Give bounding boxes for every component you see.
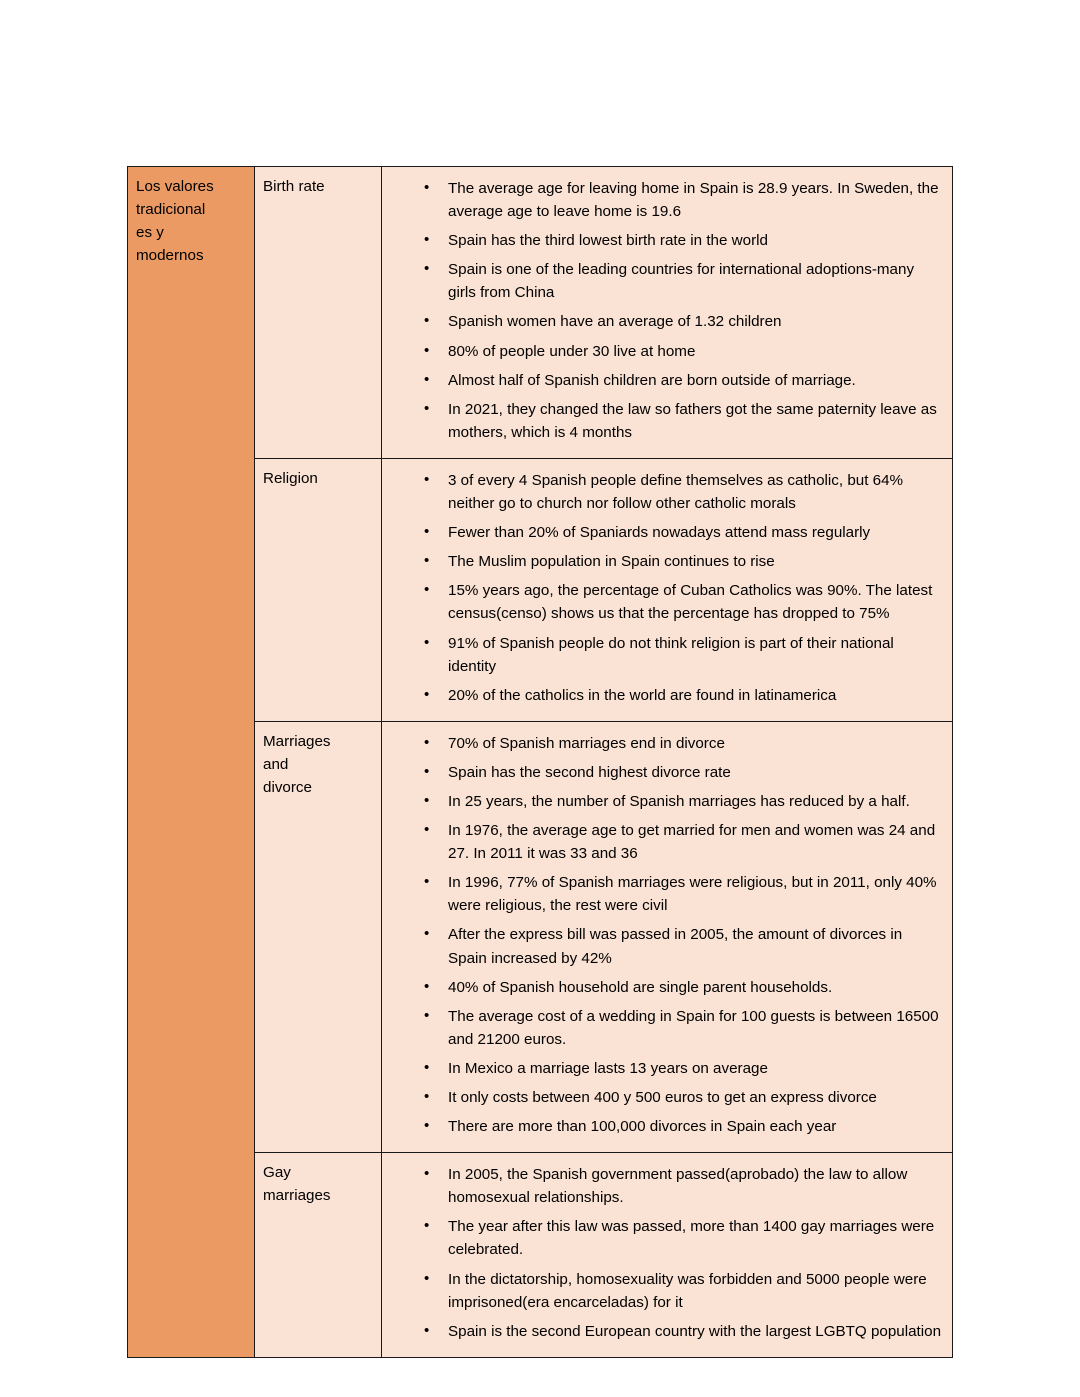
subtopic-line: and (263, 755, 289, 773)
points-cell (382, 458, 953, 721)
points-list (390, 1161, 944, 1345)
category-line: modernos (136, 247, 204, 265)
points-list (390, 467, 944, 709)
list-item: • 91% of Spanish people do not think religion is part of their national identity (448, 630, 944, 680)
list-item: • Spain has the second highest divorce rate (448, 759, 944, 786)
list-item: • 15% years ago, the percentage of Cuban Catholics was 90%. The latest census(censo) shows us that the percentage has dropped to 75% (448, 577, 944, 627)
list-item: • The average cost of a wedding in Spain for 100 guests is between 16500 and 21200 euros. (448, 1003, 944, 1053)
category-line: Los valores (136, 178, 214, 195)
category-line: tradicional (136, 201, 206, 219)
category-line: es y (136, 224, 164, 242)
subtopic-cell (255, 1153, 382, 1358)
list-item: • In 1976, the average age to get married for men and women was 24 and 27. In 2011 it was 33 and 36 (448, 817, 944, 867)
list-item: • 40% of Spanish household are single parent households. (448, 974, 944, 1001)
notes-table-wrapper (127, 166, 953, 1358)
list-item: • Spain is the second European country with the largest LGBTQ population (448, 1318, 944, 1345)
subtopic-line: marriages (263, 1187, 331, 1205)
list-item: • In 1996, 77% of Spanish marriages were religious, but in 2011, only 40% were religious, the rest were civil (448, 869, 944, 919)
notes-table (127, 166, 953, 1358)
points-list (390, 175, 944, 446)
list-item: • In 2005, the Spanish government passed(aprobado) the law to allow homosexual relationships. (448, 1161, 944, 1211)
list-item: • The Muslim population in Spain continues to rise (448, 548, 944, 575)
list-item: • The average age for leaving home in Spain is 28.9 years. In Sweden, the average age to leave home is 19.6 (448, 175, 944, 225)
category-cell (128, 167, 255, 1358)
points-cell (382, 167, 953, 459)
list-item: • It only costs between 400 y 500 euros to get an express divorce (448, 1084, 944, 1111)
table-row (128, 167, 953, 459)
points-cell (382, 1153, 953, 1358)
subtopic-cell (255, 458, 382, 721)
subtopic-line: Religion (263, 469, 318, 487)
points-list (390, 730, 944, 1140)
list-item: • Almost half of Spanish children are born outside of marriage. (448, 367, 944, 394)
list-item: • In 25 years, the number of Spanish marriages has reduced by a half. (448, 788, 944, 815)
subtopic-cell (255, 721, 382, 1152)
list-item: • 70% of Spanish marriages end in divorce (448, 730, 944, 757)
list-item: • 20% of the catholics in the world are found in latinamerica (448, 682, 944, 709)
list-item: • Fewer than 20% of Spaniards nowadays attend mass regularly (448, 519, 944, 546)
list-item: • After the express bill was passed in 2005, the amount of divorces in Spain increased by 42% (448, 921, 944, 971)
list-item: • Spain is one of the leading countries for international adoptions-many girls from China (448, 256, 944, 306)
subtopic-cell (255, 167, 382, 459)
list-item: • In 2021, they changed the law so fathers got the same paternity leave as mothers, which is 4 months (448, 396, 944, 446)
list-item: • Spain has the third lowest birth rate in the world (448, 227, 944, 254)
subtopic-line: Marriages (263, 732, 331, 750)
list-item: • The year after this law was passed, more than 1400 gay marriages were celebrated. (448, 1213, 944, 1263)
notes-table-body (128, 167, 953, 1358)
subtopic-line: divorce (263, 778, 312, 796)
subtopic-line: Birth rate (263, 178, 325, 195)
points-cell (382, 721, 953, 1152)
list-item: • In Mexico a marriage lasts 13 years on average (448, 1055, 944, 1082)
list-item: • Spanish women have an average of 1.32 children (448, 308, 944, 335)
subtopic-line: Gay (263, 1164, 291, 1182)
list-item: • In the dictatorship, homosexuality was forbidden and 5000 people were imprisoned(era encarceladas) for it (448, 1266, 944, 1316)
list-item: • 80% of people under 30 live at home (448, 338, 944, 365)
list-item: • There are more than 100,000 divorces in Spain each year (448, 1113, 944, 1140)
list-item: • 3 of every 4 Spanish people define themselves as catholic, but 64% neither go to church nor follow other catholic morals (448, 467, 944, 517)
